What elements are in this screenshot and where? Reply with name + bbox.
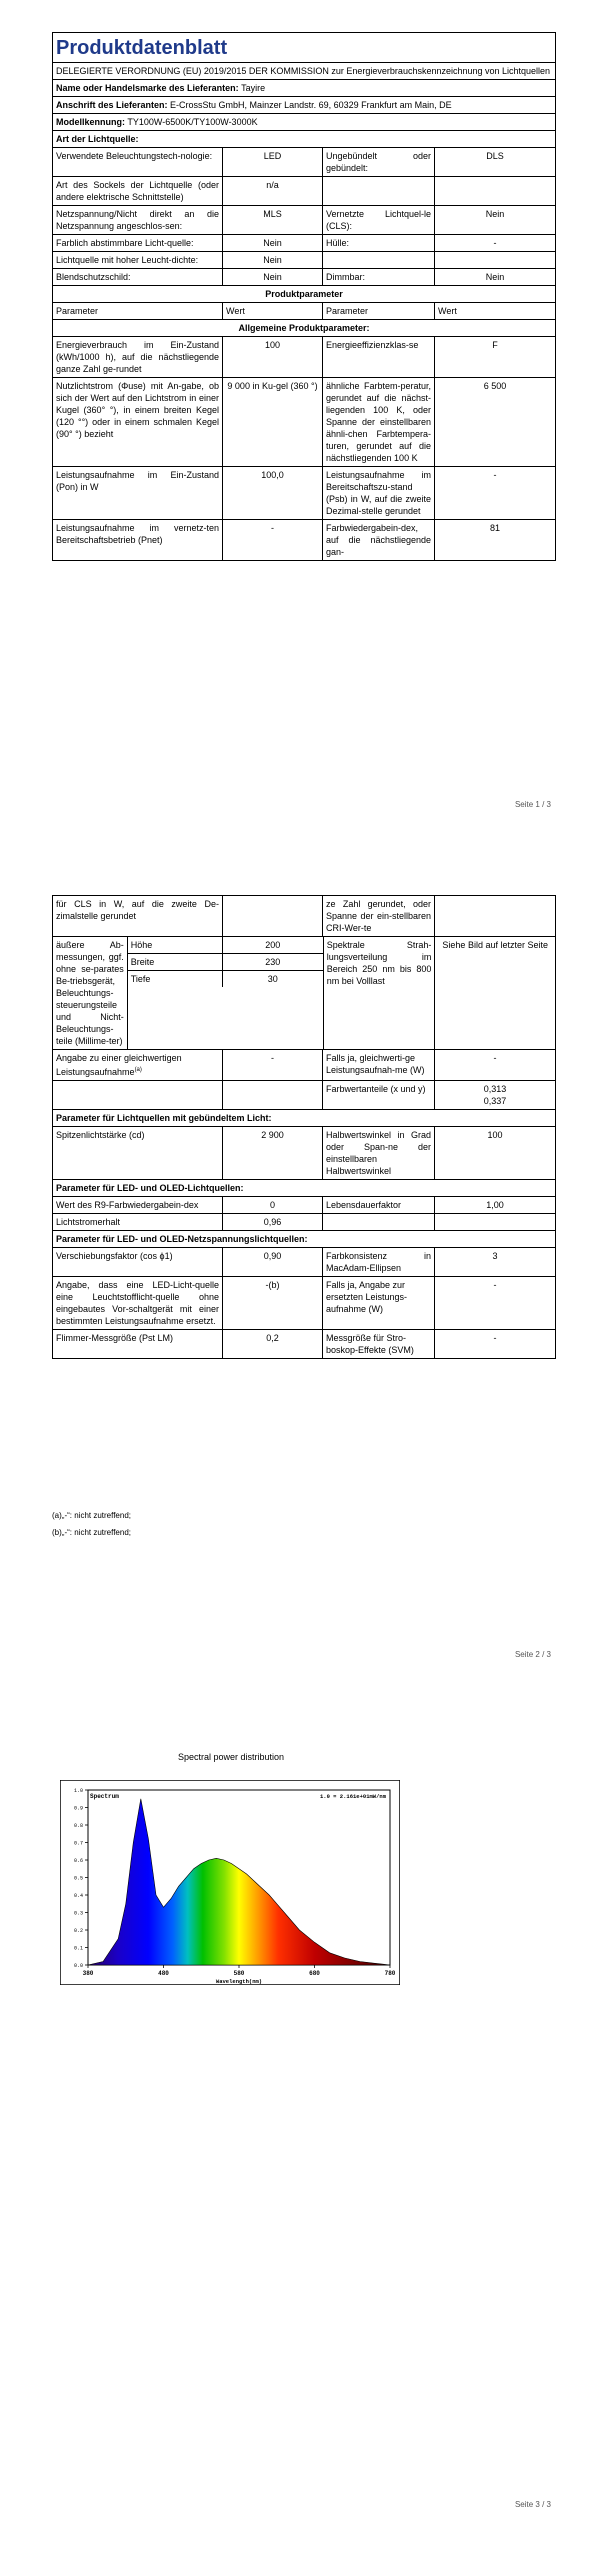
cell: Lichtquelle mit hoher Leucht-dichte: [53, 252, 223, 268]
table-row [53, 177, 555, 206]
cell: Leistungsaufnahme im vernetz-ten Bereitschaftsbetrieb (Pnet) [53, 520, 223, 560]
supplier-label: Name oder Handelsmarke des Lieferanten: [56, 83, 239, 93]
footnote-b: (b)„-“: nicht zutreffend; [52, 1528, 131, 1537]
column-header: Wert [223, 303, 323, 319]
x-tick-label: 780 [384, 1970, 396, 1977]
dimension-row [128, 937, 323, 954]
cell: Angabe, dass eine LED-Licht-quelle eine Leuchtstofflicht-quelle ohne eingebautes Vor-schaltgerät mit einer bestimmten Leistungsaufnahme ersetzt. [53, 1277, 223, 1329]
equiv-label: Angabe zu einer gleichwertigen Leistungsaufnahme [56, 1053, 182, 1077]
cell: Lichtstromerhalt [53, 1214, 223, 1230]
cell: - [223, 520, 323, 560]
chroma-y: 0,337 [483, 1096, 507, 1106]
x-tick-label: 380 [82, 1970, 94, 1977]
cell [53, 1081, 223, 1109]
mains-header: Parameter für LED- und OLED-Netzspannungslichtquellen: [53, 1231, 555, 1248]
cell [435, 252, 555, 268]
cell [223, 1081, 323, 1109]
page-number: Seite 1 / 3 [514, 800, 551, 809]
cell: MLS [223, 206, 323, 234]
cell [435, 1214, 555, 1230]
cell: F [492, 340, 498, 350]
legend-text: 1.0 = 2.161e+01mW/nm [319, 1793, 386, 1800]
directional-header: Parameter für Lichtquellen mit gebündeltem Licht: [53, 1110, 555, 1127]
chart-title: Spectral power distribution [178, 1752, 285, 1762]
cell: 100,0 [223, 467, 323, 519]
cell: - [493, 1333, 497, 1343]
y-tick-label: 0.6 [73, 1858, 83, 1864]
table-row [53, 1081, 555, 1110]
cell: ähnliche Farbtem-peratur, gerundet auf die nächst-liegenden 100 K, oder Spanne der einstellbaren ähnli-chen Farbtempera-turen, gerundet auf die nächstliegenden 100 K [323, 378, 435, 466]
cell: Spektrale Strah-lungsverteilung im Bereich 250 nm bis 800 nm bei Volllast [324, 937, 436, 1049]
product-params-header: Produktparameter [53, 286, 555, 303]
table-row [53, 148, 555, 177]
y-tick-label: 0.0 [73, 1963, 83, 1969]
x-axis-label: Wavelength(nm) [215, 1978, 263, 1985]
dimensions-label: äußere Ab-messungen, ggf. ohne se-parates Be-triebsgerät, Beleuchtungs-steuerungsteile und Nicht-Beleuchtungs-teile (Millime-ter) [53, 937, 128, 1049]
spectral-chart [60, 1780, 400, 1985]
cell: Art des Sockels der Lichtquelle (oder andere elektrische Schnittstelle) [53, 177, 223, 205]
y-tick-label: 0.3 [73, 1910, 83, 1917]
led-header: Parameter für LED- und OLED-Lichtquellen: [53, 1180, 555, 1197]
cell: Netzspannung/Nicht direkt an die Netzspannung angeschlos-sen: [53, 206, 223, 234]
page-number: Seite 3 / 3 [514, 2500, 551, 2509]
cell: 200 [265, 940, 281, 950]
table-row [53, 896, 555, 937]
y-axis-label: Spectrum [90, 1793, 119, 1800]
cell: Nein [223, 235, 323, 251]
table-row [53, 1127, 555, 1180]
column-header: Parameter [323, 303, 435, 319]
column-header: Parameter [53, 303, 223, 319]
cell: Farbkonsistenz in MacAdam-Ellipsen [323, 1248, 435, 1276]
cell: LED [223, 148, 323, 176]
y-tick-label: 0.9 [73, 1805, 83, 1812]
cell: 230 [265, 957, 281, 967]
cell: 6 500 [483, 381, 507, 391]
cell: Tiefe [128, 971, 223, 987]
table-row [53, 1197, 555, 1214]
cell: Dimmbar: [323, 269, 435, 285]
cell: Leistungsaufnahme im Ein-Zustand (Pon) in W [53, 467, 223, 519]
x-tick-label: 580 [233, 1970, 245, 1977]
cell [435, 177, 555, 205]
address-row [53, 97, 555, 114]
cell: 0,96 [223, 1214, 323, 1230]
model-value: TY100W-6500K/TY100W-3000K [127, 117, 258, 127]
cell [53, 1050, 223, 1080]
x-tick-label: 480 [158, 1970, 169, 1977]
table-row [53, 206, 555, 235]
page-title: Produktdatenblatt [53, 33, 555, 63]
cell: DLS [486, 151, 504, 161]
cell: n/a [223, 177, 323, 205]
cell: Lebensdauerfaktor [323, 1197, 435, 1213]
footnote-ref: (a) [134, 1067, 142, 1073]
supplier-row [53, 80, 555, 97]
dimensions-subtable [128, 937, 324, 1049]
cell: 100 [223, 337, 323, 377]
cell [323, 1214, 435, 1230]
cell [435, 1081, 555, 1109]
table-row [53, 269, 555, 286]
cell: für CLS in W, auf die zweite De-zimalstelle gerundet [53, 896, 223, 936]
address-label: Anschrift des Lieferanten: [56, 100, 168, 110]
cell: -(b) [223, 1277, 323, 1329]
dimension-row [128, 954, 323, 971]
cell: Farbwiedergabein-dex, auf die nächstliegende gan- [323, 520, 435, 560]
y-tick-label: 0.4 [73, 1893, 83, 1899]
cell: ze Zahl gerundet, oder Spanne der ein-stellbaren CRI-Wer-te [323, 896, 435, 936]
y-tick-label: 0.7 [73, 1840, 83, 1847]
column-header-row [53, 303, 555, 320]
cell: 30 [267, 974, 278, 984]
cell: Verwendete Beleuchtungstech-nologie: [53, 148, 223, 176]
table-row [53, 1214, 555, 1231]
light-type-header: Art der Lichtquelle: [53, 131, 555, 148]
cell: Breite [128, 954, 223, 970]
cell: Nein [223, 252, 323, 268]
cell: Ungebündelt oder gebündelt: [323, 148, 435, 176]
cell: Leistungsaufnahme im Bereitschaftszu-stand (Psb) in W, auf die zweite Dezimal-stelle gerundet [323, 467, 435, 519]
cell: - [223, 1050, 323, 1080]
cell: Farbwertanteile (x und y) [323, 1081, 435, 1109]
cell: Falls ja, Angabe zur ersetzten Leistungs-aufnahme (W) [323, 1277, 435, 1329]
cell [323, 252, 435, 268]
cell: Siehe Bild auf letzter Seite [442, 940, 548, 950]
cell: Nein [485, 272, 505, 282]
cell: 0,2 [223, 1330, 323, 1358]
address-value: E-CrossStu GmbH, Mainzer Landstr. 69, 60329 Frankfurt am Main, DE [170, 100, 452, 110]
table-row [53, 378, 555, 467]
cell: - [493, 1280, 497, 1290]
cell: Nein [223, 269, 323, 285]
regulation-text: DELEGIERTE VERORDNUNG (EU) 2019/2015 DER KOMMISSION zur Energieverbrauchskennzeichnung von Lichtquellen [53, 63, 555, 80]
y-tick-label: 0.2 [73, 1928, 83, 1934]
cell [435, 896, 555, 936]
cell: 3 [492, 1251, 498, 1261]
y-tick-label: 0.1 [73, 1945, 83, 1952]
cell: - [493, 238, 497, 248]
y-tick-label: 0.5 [73, 1875, 83, 1882]
cell: 0,90 [223, 1248, 323, 1276]
datasheet-table-1 [52, 32, 556, 561]
table-row [53, 235, 555, 252]
cell: Farblich abstimmbare Licht-quelle: [53, 235, 223, 251]
table-row [53, 520, 555, 561]
cell: 9 000 in Ku-gel (360 °) [223, 378, 323, 466]
datasheet-table-2 [52, 895, 556, 1359]
supplier-value: Tayire [241, 83, 266, 93]
cell: Nein [485, 209, 505, 219]
cell [223, 896, 323, 936]
chroma-x: 0,313 [483, 1084, 507, 1094]
cell: Spitzenlichtstärke (cd) [53, 1127, 223, 1179]
cell: Energieverbrauch im Ein-Zustand (kWh/1000 h), auf die nächstliegende ganze Zahl ge-rundet [53, 337, 223, 377]
x-tick-label: 680 [309, 1970, 320, 1977]
cell [323, 177, 435, 205]
cell: Nutzlichtstrom (Φuse) mit An-gabe, ob sich der Wert auf den Lichtstrom in einer Kugel (360° °), in einem breiten Kegel (120 °°) oder in einem schmalen Kegel (90° °) bezieht [53, 378, 223, 466]
cell: Energieeffizienzklas-se [323, 337, 435, 377]
cell: 0 [223, 1197, 323, 1213]
cell: Messgröße für Stro-boskop-Effekte (SVM) [323, 1330, 435, 1358]
table-row [53, 252, 555, 269]
cell: Verschiebungsfaktor (cos ϕ1) [53, 1248, 223, 1276]
dimension-row [128, 971, 323, 987]
cell: Vernetzte Lichtquel-le (CLS): [323, 206, 435, 234]
model-row [53, 114, 555, 131]
cell: 1,00 [486, 1200, 504, 1210]
model-label: Modellkennung: [56, 117, 125, 127]
cell: Flimmer-Messgröße (Pst LM) [53, 1330, 223, 1358]
cell: Blendschutzschild: [53, 269, 223, 285]
cell: - [493, 470, 497, 480]
table-row [53, 467, 555, 520]
cell: Hülle: [323, 235, 435, 251]
cell: 2 900 [223, 1127, 323, 1179]
footnote-a: (a)„-“: nicht zutreffend; [52, 1511, 131, 1520]
dimensions-row [53, 937, 555, 1050]
cell: - [493, 1053, 497, 1063]
table-row [53, 337, 555, 378]
cell: 81 [489, 523, 500, 533]
table-row [53, 1248, 555, 1277]
cell: Halbwertswinkel in Grad oder Span-ne der einstellbaren Halbwertswinkel [323, 1127, 435, 1179]
cell: Wert des R9-Farbwiedergabein-dex [53, 1197, 223, 1213]
cell: Falls ja, gleichwerti-ge Leistungsaufnah-me (W) [323, 1050, 435, 1080]
general-params-header: Allgemeine Produktparameter: [53, 320, 555, 337]
y-tick-label: 0.8 [73, 1823, 83, 1829]
cell: Höhe [128, 937, 223, 953]
y-tick-label: 1.0 [73, 1788, 83, 1794]
table-row [53, 1050, 555, 1081]
table-row [53, 1277, 555, 1330]
table-row [53, 1330, 555, 1359]
page-number: Seite 2 / 3 [514, 1650, 551, 1659]
cell: 100 [487, 1130, 503, 1140]
column-header: Wert [438, 306, 457, 316]
